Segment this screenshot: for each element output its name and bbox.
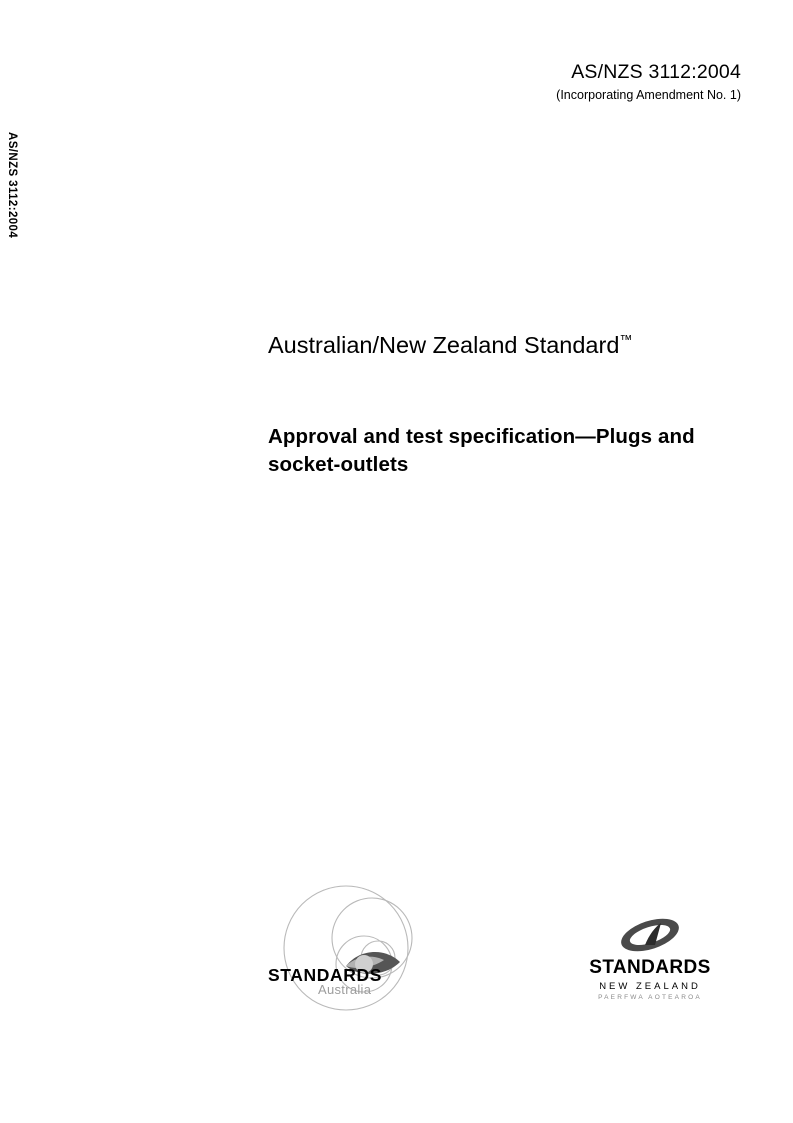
page-title: Approval and test specification—Plugs and socket-outlets	[268, 424, 695, 476]
standards-australia-swirl-icon	[268, 870, 468, 1040]
document-identification	[556, 60, 741, 104]
logo-row	[0, 860, 793, 1040]
spine-label: AS/NZS 3112:2004	[6, 132, 18, 239]
amendment-note: (Incorporating Amendment No. 1)	[556, 88, 741, 103]
standards-australia-sub: Australia	[318, 982, 372, 997]
standards-new-zealand-sub1: NEW ZEALAND	[599, 981, 701, 992]
standard-kind	[268, 330, 738, 361]
trademark-icon: ™	[619, 332, 633, 348]
standards-australia-name: STANDARDS	[268, 965, 382, 985]
standards-new-zealand-sub2: PAERFWA AOTEAROA	[598, 994, 702, 1001]
standards-new-zealand-logo	[560, 915, 740, 1015]
standard-kind-text: Australian/New Zealand Standard	[268, 332, 620, 358]
title-block	[268, 330, 738, 479]
standards-new-zealand-swoosh-icon	[605, 915, 695, 955]
standards-new-zealand-name: STANDARDS	[589, 957, 711, 978]
standard-number: AS/NZS 3112:2004	[571, 61, 741, 83]
standards-australia-logo	[268, 870, 468, 1040]
